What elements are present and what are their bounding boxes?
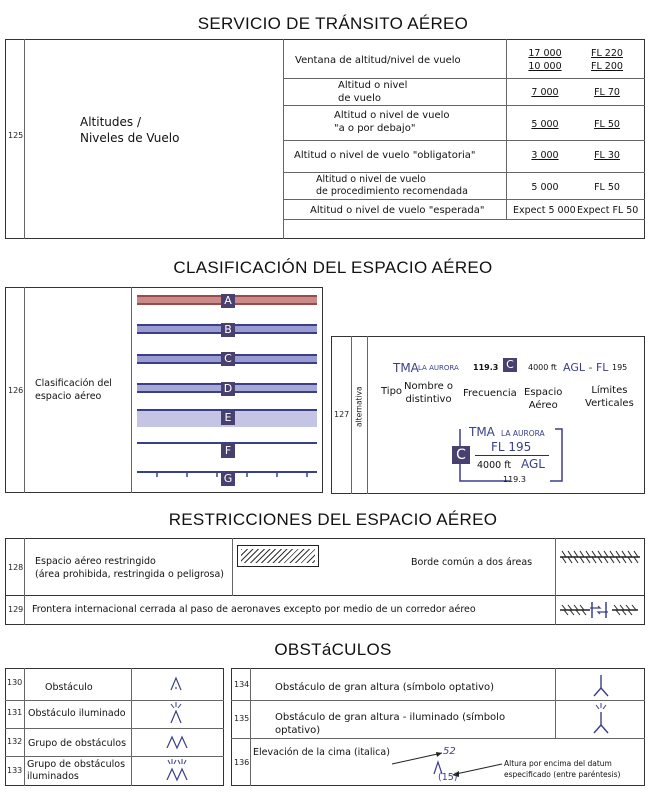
expected-fl-value: Expect FL 50 [577,205,639,216]
section-title-ats: SERVICIO DE TRÁNSITO AÉREO [197,14,469,33]
common-border-symbol [558,548,642,566]
tall-obstacle-label: Obstáculo de gran altura (símbolo optativo) [275,682,495,693]
expected-altitude-label: Altitud o nivel de vuelo "esperada" [310,205,485,216]
row-number: 127 [334,410,350,419]
ft-value: 4000 ft [528,363,557,372]
row-label: Altitudes / Niveles de Vuelo [80,115,180,145]
row-number: 128 [8,563,24,572]
closed-border-label: Frontera internacional cerrada al paso de aeronaves excepto por medio de un corredor aéreo [32,604,476,615]
row-label: Clasificación del espacio aéreo [35,378,112,402]
row-number: 125 [8,131,24,140]
restricted-area-symbol [237,545,319,567]
tma-label-boxed: TMA [469,425,495,439]
fl-value: FL 50 [594,182,620,193]
row-number: 136 [234,758,250,767]
aurora-label: LA AURORA [418,364,459,372]
section-title-restrictions: RESTRICCIONES DEL ESPACIO AÉREO [168,510,498,529]
section-title-obstacles: OBSTáCULOS [274,640,392,659]
mandatory-altitude-label: Altitud o nivel de vuelo "obligatoria" [294,150,476,161]
altitude-at-or-below-label: Altitud o nivel de vuelo "a o por debajo" [334,110,450,134]
aurora-label-boxed: LA AURORA [501,429,545,438]
row-number: 129 [8,605,24,614]
altitude-window-fl: FL 220 FL 200 [591,48,623,72]
section-title-airspace-class: CLASIFICACIÓN DEL ESPACIO AÉREO [173,258,493,277]
class-g-badge: G [221,472,235,486]
row-number: 131 [7,708,23,717]
row-number: 133 [7,766,23,775]
lit-tall-obstacle-icon [591,702,611,736]
fl195-boxed: FL 195 [491,440,532,454]
fl-value: FL 50 [594,119,620,130]
caption-limites: Límites Verticales [585,385,634,409]
lit-obstacle-group-icon [163,757,191,783]
alternative-vertical-label: alternativa [354,386,364,427]
obstacle-group-label: Grupo de obstáculos [28,738,127,749]
altitude-window-alt: 17 000 10 000 [528,48,562,72]
class-f-badge: F [221,444,235,458]
tma-label: TMA [393,361,419,375]
altitude-value: 3 000 [531,150,559,161]
fl195-value: 195 [612,363,628,372]
altitude-value: 5 000 [531,182,559,193]
fraction-line [475,455,549,456]
freq-boxed: 119.3 [503,475,526,484]
row-number: 134 [234,680,250,689]
closed-border-symbol [560,600,640,620]
lit-obstacle-icon [164,700,188,726]
height-above-datum-value: (15) [438,772,458,783]
frequency-value: 119.3 [473,363,499,372]
fl-value: FL 70 [594,87,620,98]
lit-obstacle-label: Obstáculo iluminado [28,708,126,719]
expected-altitude-value: Expect 5 000 [513,205,576,216]
class-d-badge: D [221,382,235,396]
lit-obstacle-group-label: Grupo de obstáculos iluminados [27,759,126,782]
restricted-airspace-label: Espacio aéreo restringido (área prohibida, restringida o peligrosa) [35,556,224,580]
tall-obstacle-icon [591,673,611,699]
agl-boxed: AGL [521,457,545,471]
altitude-value: 7 000 [531,87,559,98]
ft-boxed: 4000 ft [477,460,512,471]
class-c-badge-large: C [452,446,470,464]
height-note: Altura por encima del datum especificado (entre paréntesis) [504,759,621,779]
row-number: 126 [8,386,24,395]
obstacle-icon [166,674,186,694]
peak-elevation-label: Elevación de la cima (italica) [253,747,390,758]
class-e-badge: E [221,411,235,425]
class-c-badge-small: C [503,358,517,372]
agl-fl-label: AGL - FL [563,361,609,374]
caption-tipo: Tipo [381,386,403,397]
class-c-badge: C [221,352,235,366]
recommended-altitude-label: Altitud o nivel de vuelo de procedimiento recomendada [316,174,468,197]
altitude-window-label: Ventana de altitud/nivel de vuelo [295,55,461,66]
row-number: 135 [234,714,250,723]
class-a-badge: A [221,294,235,308]
lit-tall-obstacle-label: Obstáculo de gran altura - iluminado (símbolo optativo) [275,712,506,736]
row-number: 130 [7,678,23,687]
common-border-label: Borde común a dos áreas [411,557,533,568]
caption-nombre: Nombre o distintivo [404,381,454,405]
obstacle-group-icon [164,732,190,752]
fl-value: FL 30 [594,150,620,161]
caption-espacio: Espacio Aéreo [524,387,563,411]
altitude-label: Altitud o nivel de vuelo [338,80,408,104]
class-b-badge: B [221,323,235,337]
peak-elevation-value: 52 [443,746,456,757]
row-number: 132 [7,737,23,746]
altitude-value: 5 000 [531,119,559,130]
obstacle-label: Obstáculo [45,682,93,693]
caption-frecuencia: Frecuencia [463,388,517,399]
